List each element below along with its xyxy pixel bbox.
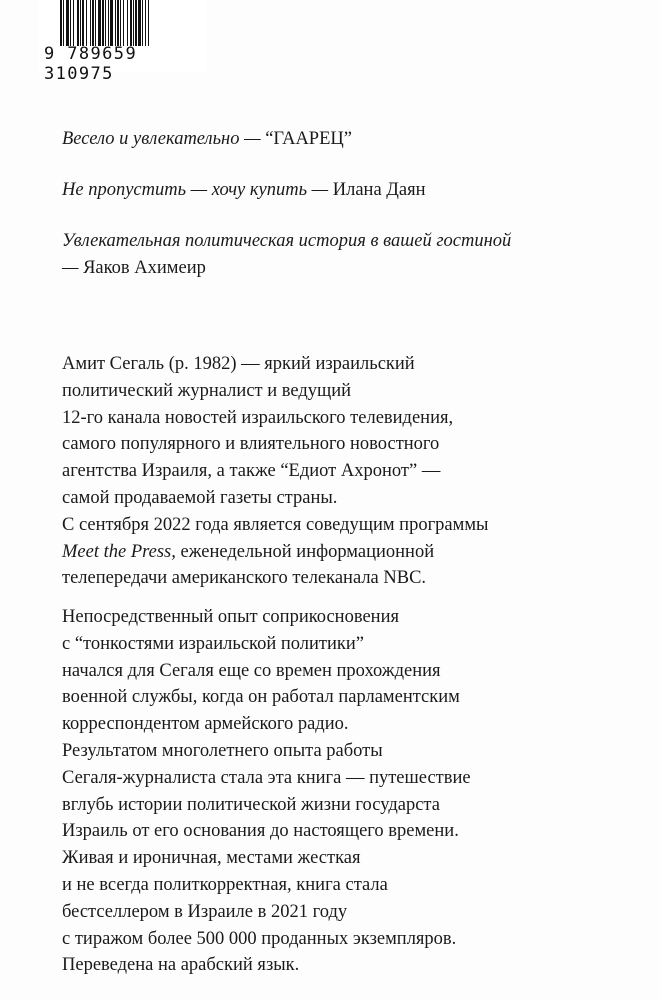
bio-line: Амит Сегаль (р. 1982) — яркий израильский [62, 354, 415, 374]
desc-line: вглубь истории политической жизни государста [62, 794, 440, 815]
bio-paragraph [62, 351, 642, 592]
blurb-2 [62, 177, 622, 204]
blurb-quote: Не пропустить — хочу купить — [62, 180, 329, 200]
description-paragraph [62, 604, 642, 979]
barcode-bars [60, 0, 200, 46]
desc-line: Переведена на арабский язык. [62, 955, 300, 976]
blurb-1 [62, 126, 622, 153]
blurb-source: Яаков Ахимеир [78, 258, 206, 278]
desc-line: Сегаля-журналиста стала эта книга — путешествие [62, 767, 471, 788]
bio-line: политический журналист и ведущий [62, 380, 352, 401]
desc-line: Результатом многолетнего опыта работы [62, 740, 383, 761]
isbn-barcode [38, 0, 206, 84]
blurb-quote: Весело и увлекательно — [62, 129, 261, 149]
show-title: Meet the Press, [62, 541, 176, 562]
desc-line: корреспондентом армейского радио. [62, 714, 349, 735]
desc-line: начался для Сегаля еще со времен прохождения [62, 660, 441, 681]
desc-line: бестселлером в Израиле в 2021 году [62, 901, 348, 922]
blurb-quote: Увлекательная политическая история в вашей гостиной — [62, 231, 512, 278]
blurb-3 [62, 228, 532, 282]
desc-line: с тиражом более 500 000 проданных экземпляров. [62, 928, 457, 949]
bio-line: агентства Израиля, а также “Едиот Ахронот” — [62, 461, 441, 482]
isbn-number: 9 789659 310975 [44, 44, 138, 84]
bio-line [62, 539, 642, 566]
bio-line: самой продаваемой газеты страны. [62, 487, 338, 508]
bio-line: С сентября 2022 года является соведущим программы [62, 514, 489, 535]
desc-line: военной службы, когда он работал парламентским [62, 687, 460, 708]
bio-line: 12-го канала новостей израильского телевидения, [62, 407, 454, 428]
bio-line: телепередачи американского телеканала NBC. [62, 568, 427, 589]
blurbs-section [62, 126, 622, 306]
author-bio [62, 351, 642, 592]
book-description [62, 604, 642, 979]
desc-line: Непосредственный опыт соприкосновения [62, 607, 399, 627]
desc-line: Израиль от его основания до настоящего времени. [62, 821, 459, 842]
desc-line: и не всегда политкорректная, книга стала [62, 874, 388, 895]
blurb-source: “ГААРЕЦ” [260, 129, 352, 149]
blurb-source: Илана Даян [328, 180, 426, 200]
bio-line-rest: еженедельной информационной [175, 541, 435, 562]
desc-line: с “тонкостями израильской политики” [62, 633, 364, 654]
desc-line: Живая и ироничная, местами жесткая [62, 848, 361, 869]
bio-line: самого популярного и влиятельного новостного [62, 434, 440, 455]
